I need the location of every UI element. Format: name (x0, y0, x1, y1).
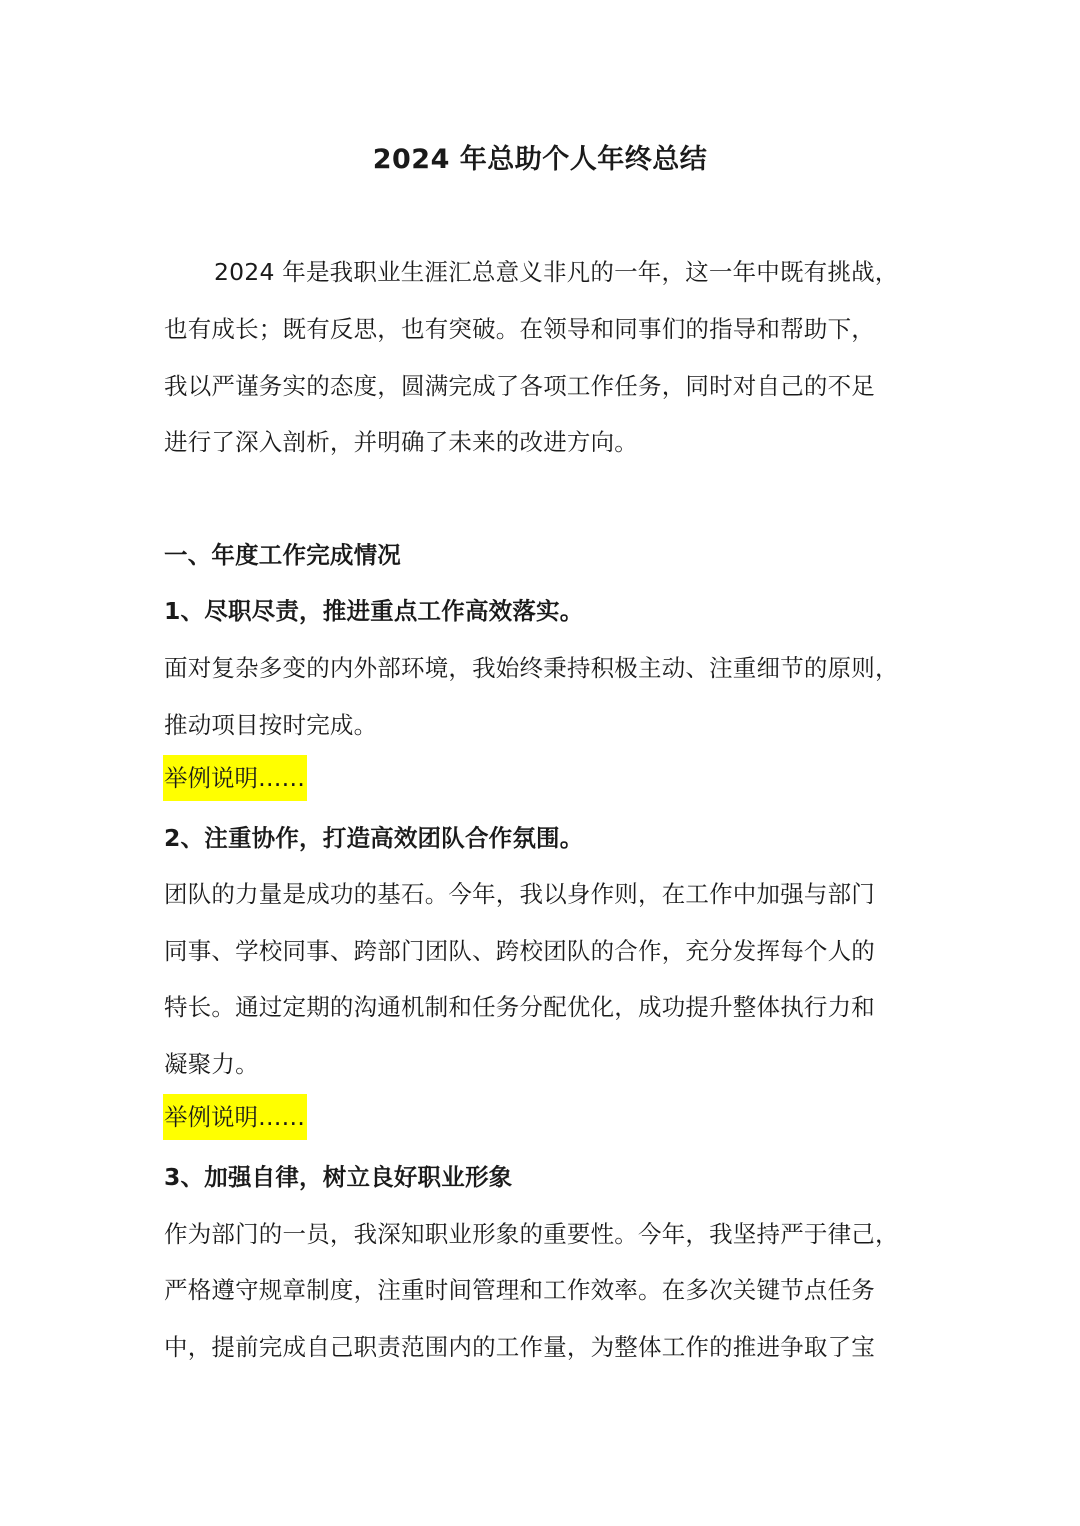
item-1-heading: 1、尽职尽责，推进重点工作高效落实。 (164, 597, 584, 625)
item-3-line-3: 中，提前完成自己职责范围内的工作量，为整体工作的推进争取了宝 (164, 1333, 875, 1361)
intro-line-3: 我以严谨务实的态度，圆满完成了各项工作任务，同时对自己的不足 (164, 372, 875, 400)
item-3-heading: 3、加强自律，树立良好职业形象 (164, 1163, 513, 1191)
item-2-line-4: 凝聚力。 (164, 1050, 259, 1078)
document-title: 2024 年总助个人年终总结 (372, 144, 708, 175)
item-1-line-1: 面对复杂多变的内外部环境，我始终秉持积极主动、注重细节的原则， (164, 654, 899, 682)
item-3-line-2: 严格遵守规章制度，注重时间管理和工作效率。在多次关键节点任务 (164, 1276, 875, 1304)
item-1-line-2: 推动项目按时完成。 (164, 711, 378, 739)
item-2-heading: 2、注重协作，打造高效团队合作氛围。 (164, 824, 584, 852)
item-2-example-highlight: 举例说明…… (163, 1094, 307, 1140)
section-heading: 一、年度工作完成情况 (164, 541, 401, 569)
item-2-line-2: 同事、学校同事、跨部门团队、跨校团队的合作，充分发挥每个人的 (164, 937, 875, 965)
intro-line-2: 也有成长；既有反思，也有突破。在领导和同事们的指导和帮助下， (164, 315, 875, 343)
item-3-line-1: 作为部门的一员，我深知职业形象的重要性。今年，我坚持严于律己， (164, 1220, 899, 1248)
intro-line-1: 2024 年是我职业生涯汇总意义非凡的一年，这一年中既有挑战， (214, 258, 899, 286)
item-2-line-3: 特长。通过定期的沟通机制和任务分配优化，成功提升整体执行力和 (164, 993, 875, 1021)
item-1-example-highlight: 举例说明…… (163, 755, 307, 801)
item-2-line-1: 团队的力量是成功的基石。今年，我以身作则，在工作中加强与部门 (164, 880, 875, 908)
intro-line-4: 进行了深入剖析，并明确了未来的改进方向。 (164, 428, 638, 456)
